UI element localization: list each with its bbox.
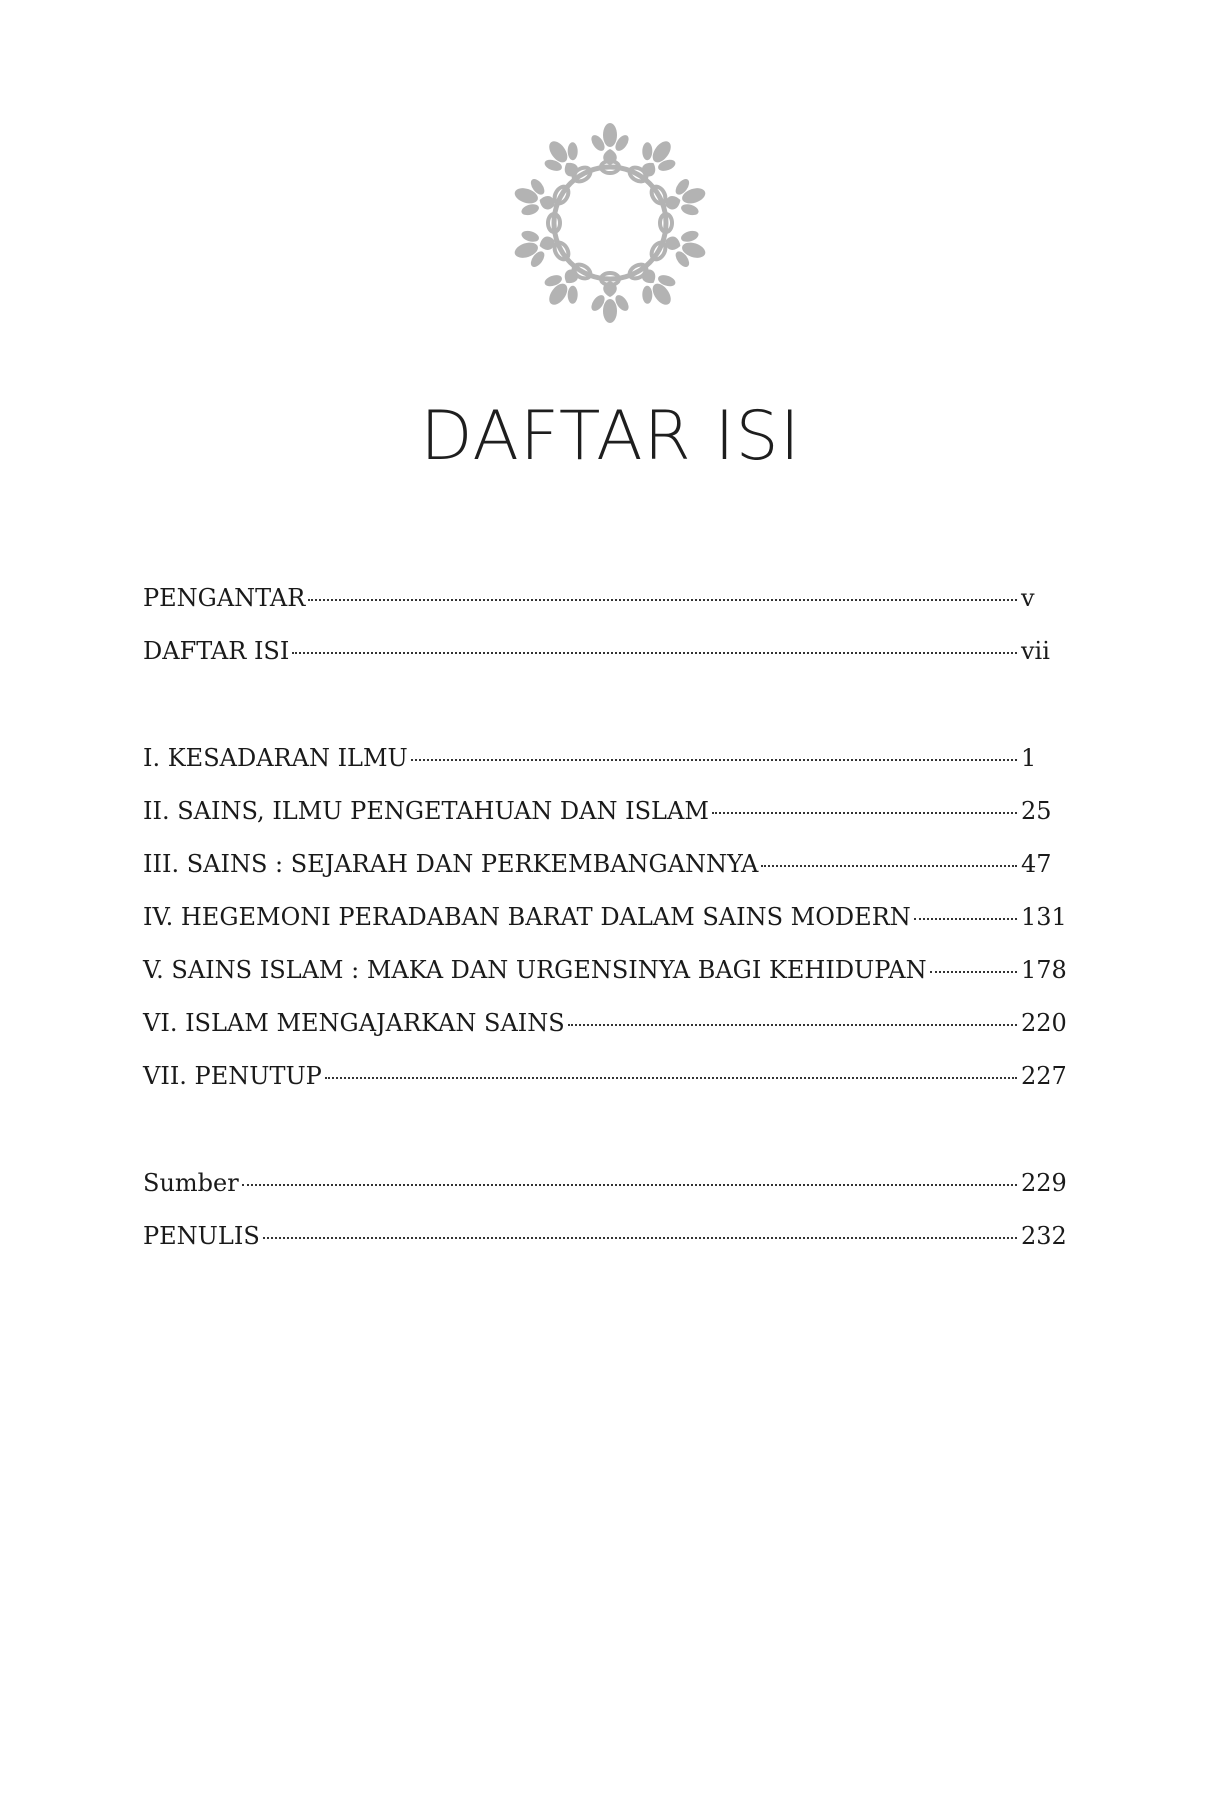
toc-back-matter bbox=[143, 1157, 1069, 1263]
dot-leader bbox=[568, 1022, 1017, 1026]
toc-entry-label: DAFTAR ISI bbox=[143, 637, 290, 665]
toc-entry[interactable] bbox=[143, 1157, 1069, 1210]
toc-entry-page: vii bbox=[1021, 637, 1050, 665]
toc-entry-page: 25 bbox=[1021, 797, 1052, 825]
toc-entry-label: IV. HEGEMONI PERADABAN BARAT DALAM SAINS MODERN bbox=[143, 903, 911, 931]
dot-leader bbox=[914, 916, 1017, 920]
toc-front-matter bbox=[143, 572, 1069, 678]
dot-leader bbox=[242, 1182, 1017, 1186]
toc-entry-page: 229 bbox=[1021, 1169, 1067, 1197]
toc-entry[interactable] bbox=[143, 944, 1069, 997]
toc-entry-label: VI. ISLAM MENGAJARKAN SAINS bbox=[143, 1009, 565, 1037]
toc-entry-page: 220 bbox=[1021, 1009, 1067, 1037]
toc-entry-page: 227 bbox=[1021, 1062, 1067, 1090]
toc-entry-page: 178 bbox=[1021, 956, 1067, 984]
toc-entry-page: 232 bbox=[1021, 1222, 1067, 1250]
toc-entry-label: III. SAINS : SEJARAH DAN PERKEMBANGANNYA bbox=[143, 850, 759, 878]
dot-leader bbox=[325, 1075, 1017, 1079]
toc-entry[interactable] bbox=[143, 732, 1069, 785]
dot-leader bbox=[308, 597, 1017, 601]
toc-entry-page: 47 bbox=[1021, 850, 1052, 878]
toc-entry-page: v bbox=[1021, 584, 1035, 612]
toc-entry-label: Sumber bbox=[143, 1169, 239, 1197]
toc-entry[interactable] bbox=[143, 572, 1069, 625]
toc-entry-label: PENGANTAR bbox=[143, 584, 306, 612]
dot-leader bbox=[930, 969, 1017, 973]
toc-entry-label: II. SAINS, ILMU PENGETAHUAN DAN ISLAM bbox=[143, 797, 709, 825]
dot-leader bbox=[292, 650, 1017, 654]
dot-leader bbox=[712, 810, 1017, 814]
toc-entry-page: 1 bbox=[1021, 744, 1037, 772]
toc-entry-label: PENULIS bbox=[143, 1222, 260, 1250]
dot-leader bbox=[263, 1235, 1017, 1239]
toc-entry[interactable] bbox=[143, 891, 1069, 944]
dot-leader bbox=[761, 863, 1017, 867]
toc-entry-page: 131 bbox=[1021, 903, 1067, 931]
toc-entry[interactable] bbox=[143, 1050, 1069, 1103]
toc-chapters bbox=[143, 732, 1069, 1103]
toc-entry[interactable] bbox=[143, 625, 1069, 678]
dot-leader bbox=[411, 757, 1017, 761]
page-title: DAFTAR ISI bbox=[420, 397, 801, 476]
toc-entry[interactable] bbox=[143, 785, 1069, 838]
floral-ring-ornament bbox=[505, 118, 715, 328]
toc-entry[interactable] bbox=[143, 838, 1069, 891]
toc-entry-label: V. SAINS ISLAM : MAKA DAN URGENSINYA BAGI KEHIDUPAN bbox=[143, 956, 927, 984]
toc-entry[interactable] bbox=[143, 1210, 1069, 1263]
toc-entry[interactable] bbox=[143, 997, 1069, 1050]
toc-entry-label: VII. PENUTUP bbox=[143, 1062, 322, 1090]
table-of-contents bbox=[143, 572, 1069, 1263]
toc-entry-label: I. KESADARAN ILMU bbox=[143, 744, 408, 772]
